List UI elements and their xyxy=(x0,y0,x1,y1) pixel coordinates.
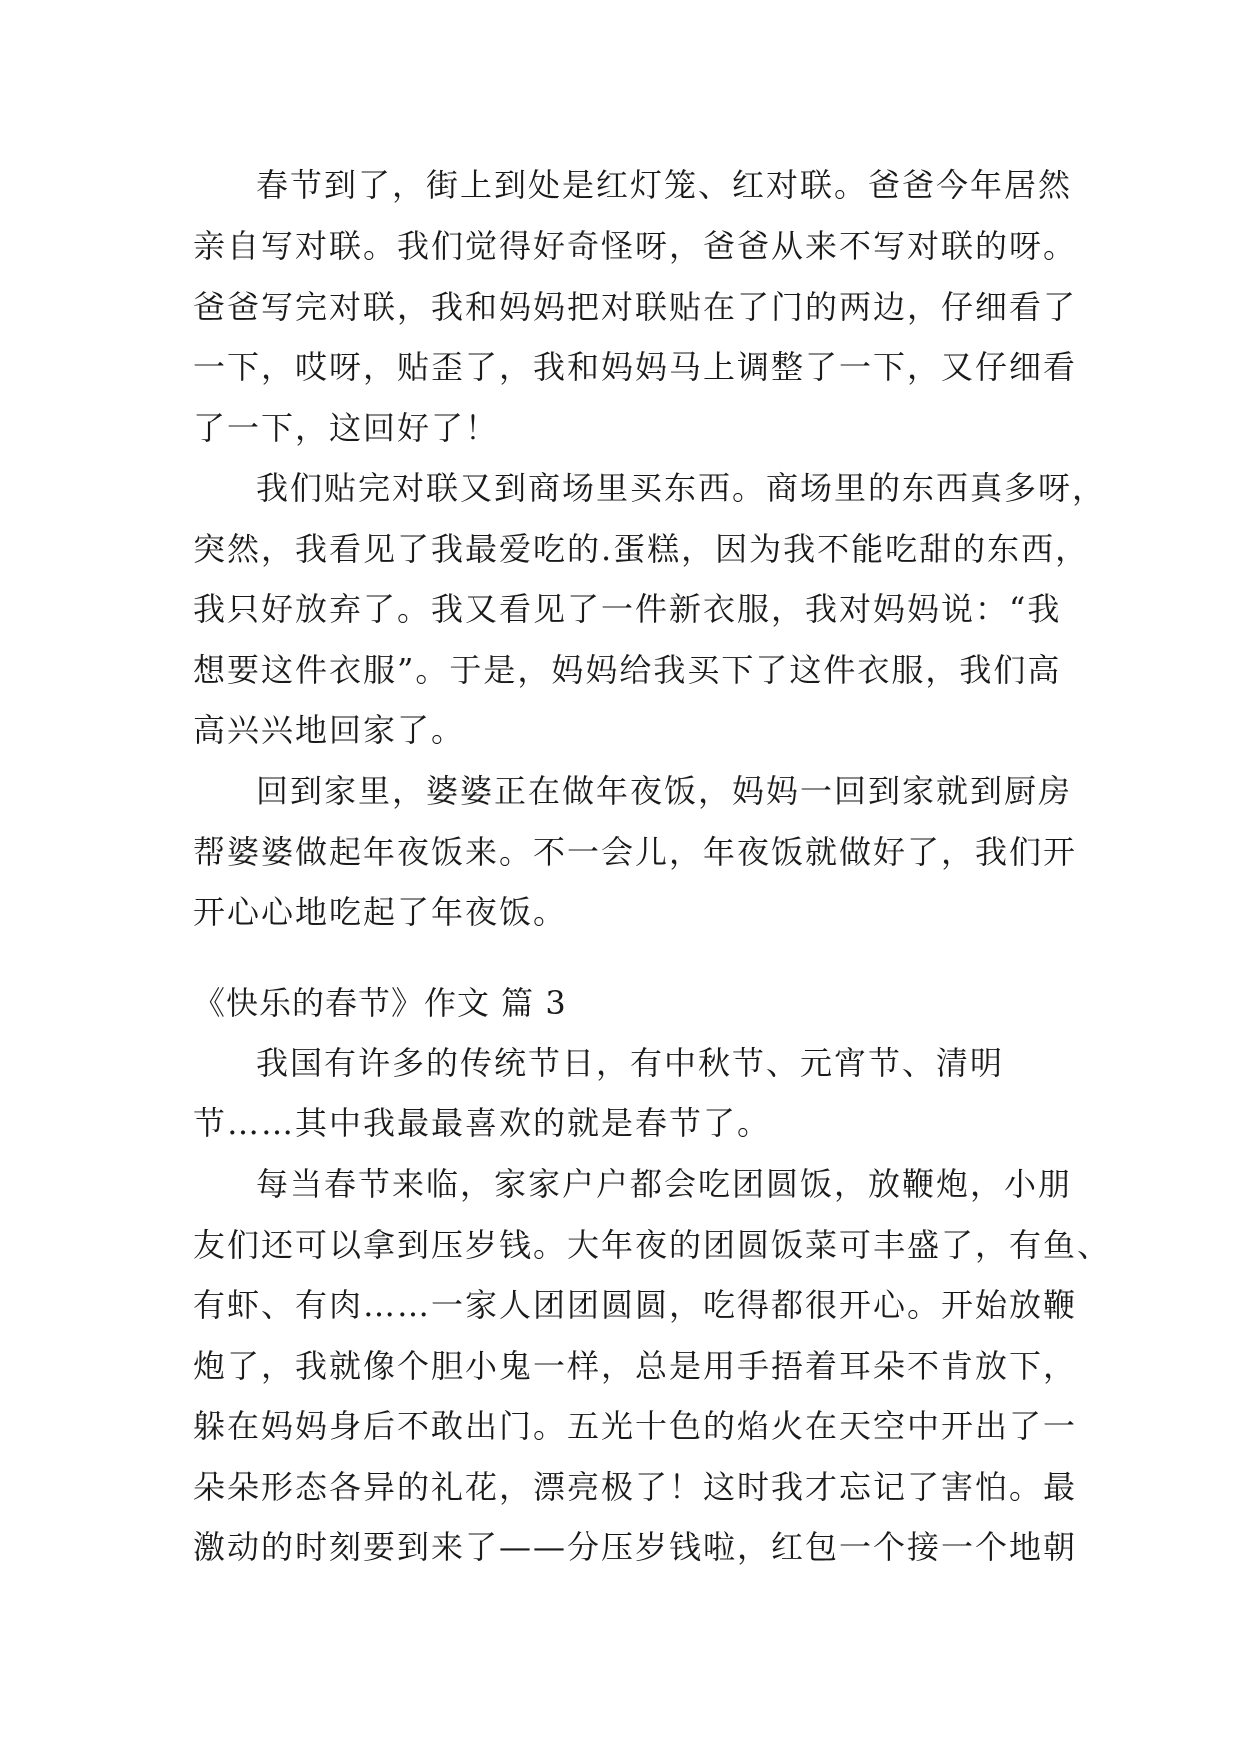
paragraph-2-line: 高兴兴地回家了。 xyxy=(193,711,466,749)
paragraph-5-line: 炮了，我就像个胆小鬼一样，总是用手捂着耳朵不肯放下， xyxy=(193,1347,1078,1385)
paragraph-3-line: 回到家里，婆婆正在做年夜饭，妈妈一回到家就到厨房 xyxy=(256,772,1073,810)
paragraph-1-line: 亲自写对联。我们觉得好奇怪呀，爸爸从来不写对联的呀。 xyxy=(193,227,1078,265)
paragraph-1-line: 一下，哎呀，贴歪了，我和妈妈马上调整了一下，又仔细看 xyxy=(193,348,1078,386)
section-heading: 《快乐的春节》作文 篇 3 xyxy=(193,984,567,1022)
paragraph-2-line: 想要这件衣服”。于是，妈妈给我买下了这件衣服，我们高 xyxy=(193,651,1062,689)
paragraph-5-line: 有虾、有肉……一家人团团圆圆，吃得都很开心。开始放鞭 xyxy=(193,1286,1078,1324)
paragraph-5-line: 激动的时刻要到来了——分压岁钱啦，红包一个接一个地朝 xyxy=(193,1528,1078,1566)
paragraph-5-line: 每当春节来临，家家户户都会吃团圆饭，放鞭炮，小朋 xyxy=(256,1165,1073,1203)
paragraph-2-line: 我们贴完对联又到商场里买东西。商场里的东西真多呀， xyxy=(256,469,1107,507)
paragraph-5-line: 友们还可以拿到压岁钱。大年夜的团圆饭菜可丰盛了，有鱼、 xyxy=(193,1226,1112,1264)
paragraph-4-line: 节……其中我最最喜欢的就是春节了。 xyxy=(193,1104,772,1142)
paragraph-3-line: 帮婆婆做起年夜饭来。不一会儿，年夜饭就做好了，我们开 xyxy=(193,833,1078,871)
paragraph-2-line: 突然，我看见了我最爱吃的.蛋糕，因为我不能吃甜的东西， xyxy=(193,530,1090,568)
paragraph-1-line: 春节到了，街上到处是红灯笼、红对联。爸爸今年居然 xyxy=(256,166,1073,204)
paragraph-5-line: 躲在妈妈身后不敢出门。五光十色的焰火在天空中开出了一 xyxy=(193,1407,1078,1445)
paragraph-4-line: 我国有许多的传统节日，有中秋节、元宵节、清明 xyxy=(256,1044,1005,1082)
paragraph-1-line: 了一下，这回好了！ xyxy=(193,409,500,447)
paragraph-3-line: 开心心地吃起了年夜饭。 xyxy=(193,893,568,931)
paragraph-5-line: 朵朵形态各异的礼花，漂亮极了！这时我才忘记了害怕。最 xyxy=(193,1468,1078,1506)
paragraph-1-line: 爸爸写完对联，我和妈妈把对联贴在了门的两边，仔细看了 xyxy=(193,288,1078,326)
paragraph-2-line: 我只好放弃了。我又看见了一件新衣服，我对妈妈说：“我 xyxy=(193,590,1062,628)
